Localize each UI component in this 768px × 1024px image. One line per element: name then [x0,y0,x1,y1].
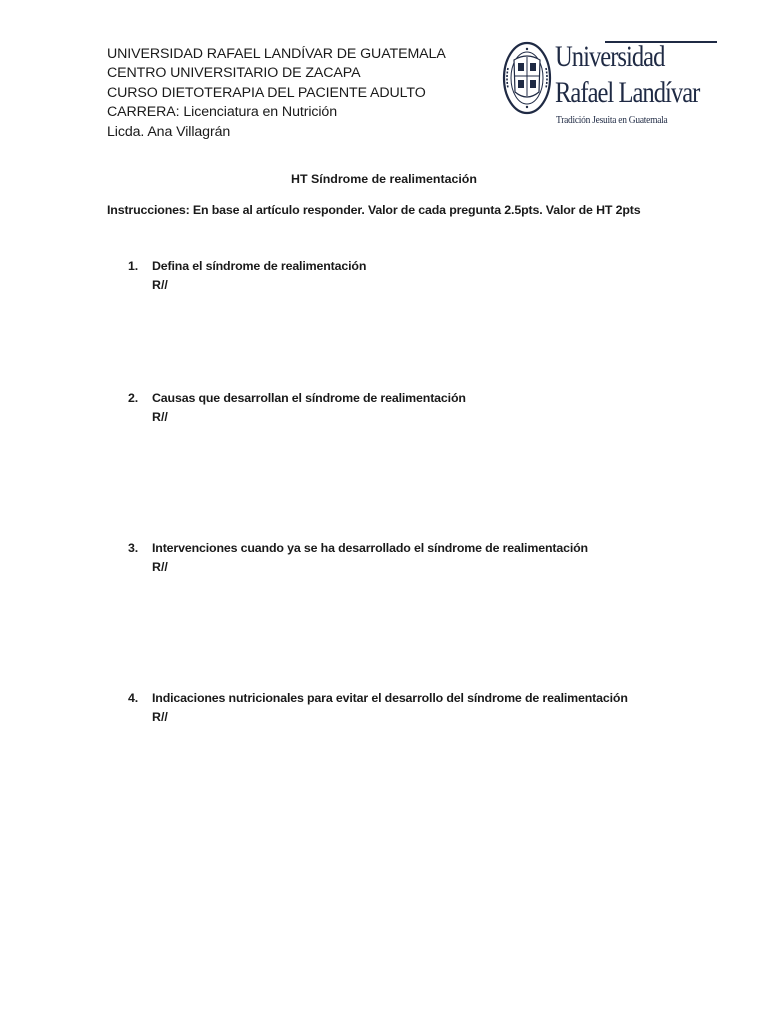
logo-line-universidad: Universidad [555,40,665,73]
header-line-teacher: Licda. Ana Villagrán [107,123,231,140]
header-line-center: CENTRO UNIVERSITARIO DE ZACAPA [107,65,361,82]
header-line-career: CARRERA: Licenciatura en Nutrición [107,104,338,121]
logo-tagline: Tradición Jesuita en Guatemala [556,114,668,126]
header-line-course: CURSO DIETOTERAPIA DEL PACIENTE ADULTO [107,84,426,101]
question-text: Intervenciones cuando ya se ha desarrollado el síndrome de realimentación [152,541,588,555]
question-number: 4. [128,691,139,705]
question-number: 3. [128,541,139,555]
question-number: 2. [128,391,139,405]
answer-label: R// [152,410,168,424]
question-1 [128,257,366,295]
instructions: Instrucciones: En base al artículo responder. Valor de cada pregunta 2.5pts. Valor de HT 2pts [107,203,641,217]
question-3 [128,539,588,577]
university-seal-icon [502,40,552,116]
question-text: Defina el síndrome de realimentación [152,259,367,273]
university-logo [502,38,712,130]
question-text: Indicaciones nutricionales para evitar el desarrollo del síndrome de realimentación [152,691,628,705]
question-number: 1. [128,259,139,273]
document-title: HT Síndrome de realimentación [291,172,477,186]
logo-line-rafael-landivar: Rafael Landívar [555,76,700,109]
answer-label: R// [152,710,168,724]
institution-header [107,45,446,142]
question-4 [128,689,628,727]
answer-label: R// [152,278,168,292]
question-text: Causas que desarrollan el síndrome de realimentación [152,391,466,405]
answer-label: R// [152,560,168,574]
header-line-university: UNIVERSIDAD RAFAEL LANDÍVAR DE GUATEMALA [107,46,446,62]
question-2 [128,389,466,427]
